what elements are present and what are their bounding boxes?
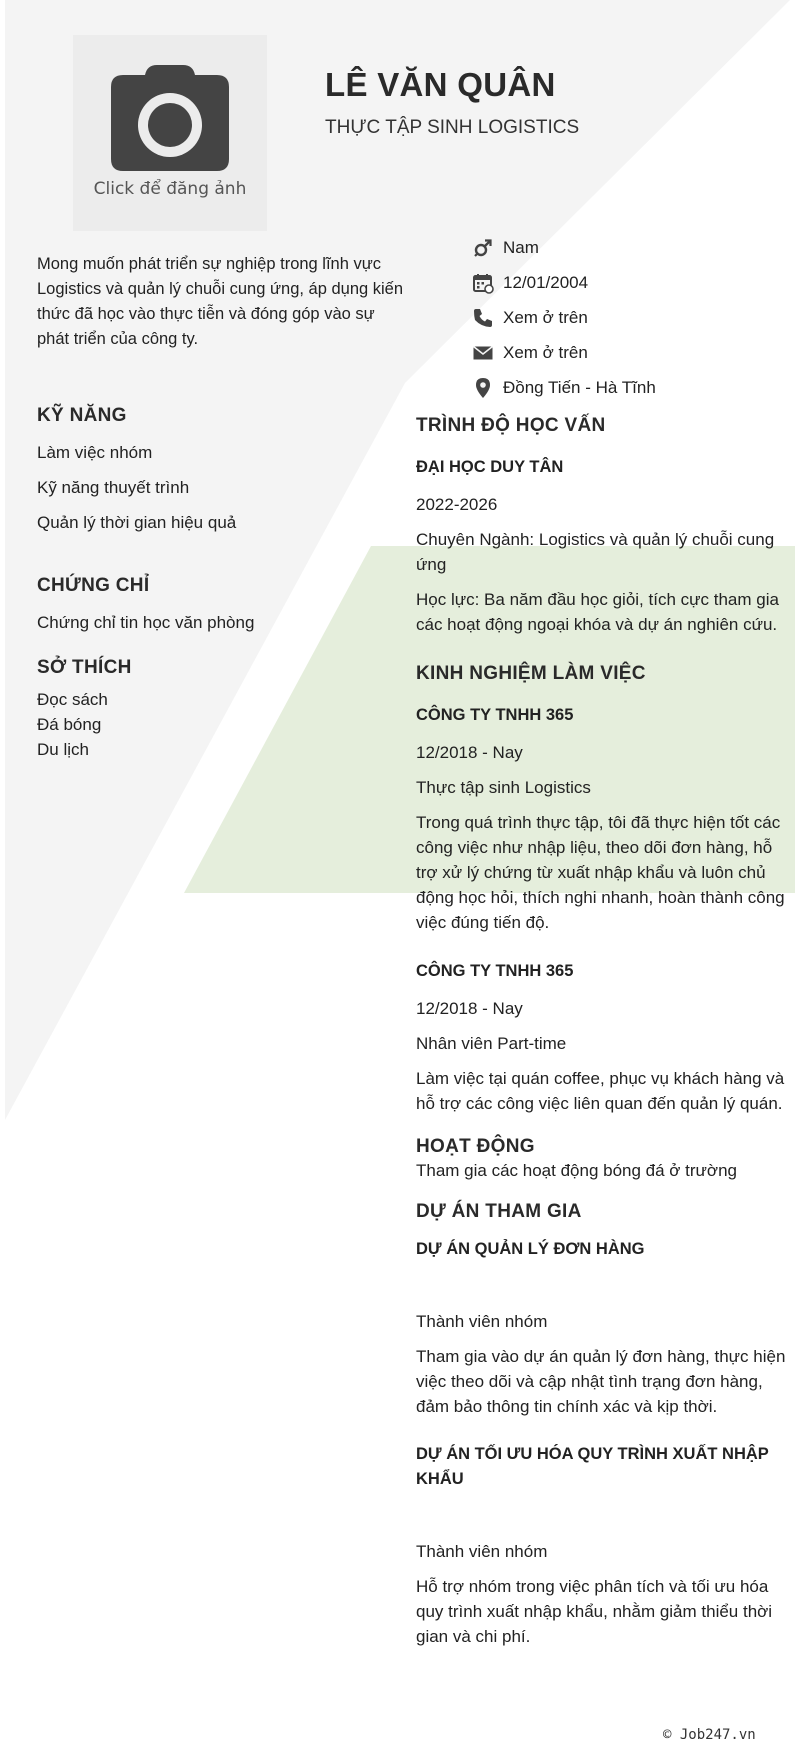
career-objective: Mong muốn phát triển sự nghiệp trong lĩnh vực Logistics và quản lý chuỗi cung ứng, áp dụng kiến thức đã học vào thực tiễn và đóng góp vào sự phát triển của công ty. <box>37 255 404 348</box>
project-role: Thành viên nhóm <box>416 1312 548 1331</box>
address-value: Đồng Tiến - Hà Tĩnh <box>503 377 656 397</box>
experience-period: 12/2018 - Nay <box>416 743 523 762</box>
project-entry <box>416 1442 786 1649</box>
phone-value: Xem ở trên <box>503 307 588 327</box>
experience-description: Làm việc tại quán coffee, phục vụ khách hàng và hỗ trợ các công việc liên quan đến quản lý quán. <box>416 1069 785 1113</box>
project-name: DỰ ÁN QUẢN LÝ ĐƠN HÀNG <box>416 1240 645 1258</box>
job-title: THỰC TẬP SINH LOGISTICS <box>325 117 580 138</box>
contact-gender <box>472 230 656 265</box>
gender-icon <box>472 237 494 259</box>
gender-value: Nam <box>503 237 539 257</box>
photo-upload-area[interactable] <box>73 35 267 231</box>
right-column <box>416 415 786 1649</box>
experience-period: 12/2018 - Nay <box>416 999 523 1018</box>
contact-info <box>472 230 656 405</box>
skill-item: Kỹ năng thuyết trình <box>37 478 190 497</box>
project-description: Tham gia vào dự án quản lý đơn hàng, thực hiện việc theo dõi và cập nhật tình trạng đơn hàng, đảm bảo thông tin chính xác và kịp thời. <box>416 1347 786 1416</box>
hobby-item: Du lịch <box>37 740 89 759</box>
hobby-item: Đọc sách <box>37 690 108 709</box>
calendar-icon <box>472 272 494 294</box>
photo-caption: Click để đăng ảnh <box>93 179 247 199</box>
certificate-item: Chứng chỉ tin học văn phòng <box>37 613 255 632</box>
contact-email <box>472 335 656 370</box>
location-pin-icon <box>472 377 494 399</box>
certificates-heading: CHỨNG CHỈ <box>37 575 150 596</box>
birthday-value: 12/01/2004 <box>503 272 589 292</box>
contact-address <box>472 370 656 405</box>
education-period: 2022-2026 <box>416 495 498 514</box>
project-name: DỰ ÁN TỐI ƯU HÓA QUY TRÌNH XUẤT NHẬP KHẨU <box>416 1445 769 1488</box>
experience-description: Trong quá trình thực tập, tôi đã thực hiện tốt các công việc như nhập liệu, theo dõi đơn hàng, hỗ trợ xử lý chứng từ xuất nhập khẩu và luôn chủ động học hỏi, thích nghi nhanh, hoàn thành công việc đúng tiến độ. <box>416 813 785 932</box>
education-detail: Học lực: Ba năm đầu học giỏi, tích cực tham gia các hoạt động ngoại khóa và dự án nghiên cứu. <box>416 590 779 634</box>
skills-heading: KỸ NĂNG <box>37 405 127 426</box>
hobbies-heading: SỞ THÍCH <box>37 657 132 678</box>
school-name: ĐẠI HỌC DUY TÂN <box>416 458 564 476</box>
watermark: © Job247.vn <box>663 1727 756 1743</box>
left-column <box>37 405 377 762</box>
hobby-item: Đá bóng <box>37 715 102 734</box>
skill-item: Quản lý thời gian hiệu quả <box>37 513 237 532</box>
skill-item: Làm việc nhóm <box>37 443 153 462</box>
experience-role: Thực tập sinh Logistics <box>416 778 591 797</box>
company-name: CÔNG TY TNHH 365 <box>416 706 574 724</box>
experience-entry <box>416 703 786 935</box>
experience-role: Nhân viên Part-time <box>416 1034 567 1053</box>
project-description: Hỗ trợ nhóm trong việc phân tích và tối ưu hóa quy trình xuất nhập khẩu, nhằm giảm thiểu thời gian và chi phí. <box>416 1577 773 1646</box>
experience-heading: KINH NGHIỆM LÀM VIỆC <box>416 663 646 684</box>
activities-heading: HOẠT ĐỘNG <box>416 1136 535 1157</box>
activities-text: Tham gia các hoạt động bóng đá ở trường <box>416 1161 737 1180</box>
projects-heading: DỰ ÁN THAM GIA <box>416 1201 582 1222</box>
project-entry <box>416 1237 786 1419</box>
project-role: Thành viên nhóm <box>416 1542 548 1561</box>
education-heading: TRÌNH ĐỘ HỌC VẤN <box>416 415 606 436</box>
email-value: Xem ở trên <box>503 342 588 362</box>
camera-icon <box>111 65 229 171</box>
contact-phone <box>472 300 656 335</box>
mail-icon <box>472 342 494 364</box>
experience-entry <box>416 959 786 1116</box>
phone-icon <box>472 307 494 329</box>
education-major: Chuyên Ngành: Logistics và quản lý chuỗi cung ứng <box>416 530 775 574</box>
contact-birthday <box>472 265 656 300</box>
candidate-name: LÊ VĂN QUÂN <box>325 66 556 103</box>
company-name: CÔNG TY TNHH 365 <box>416 962 574 980</box>
